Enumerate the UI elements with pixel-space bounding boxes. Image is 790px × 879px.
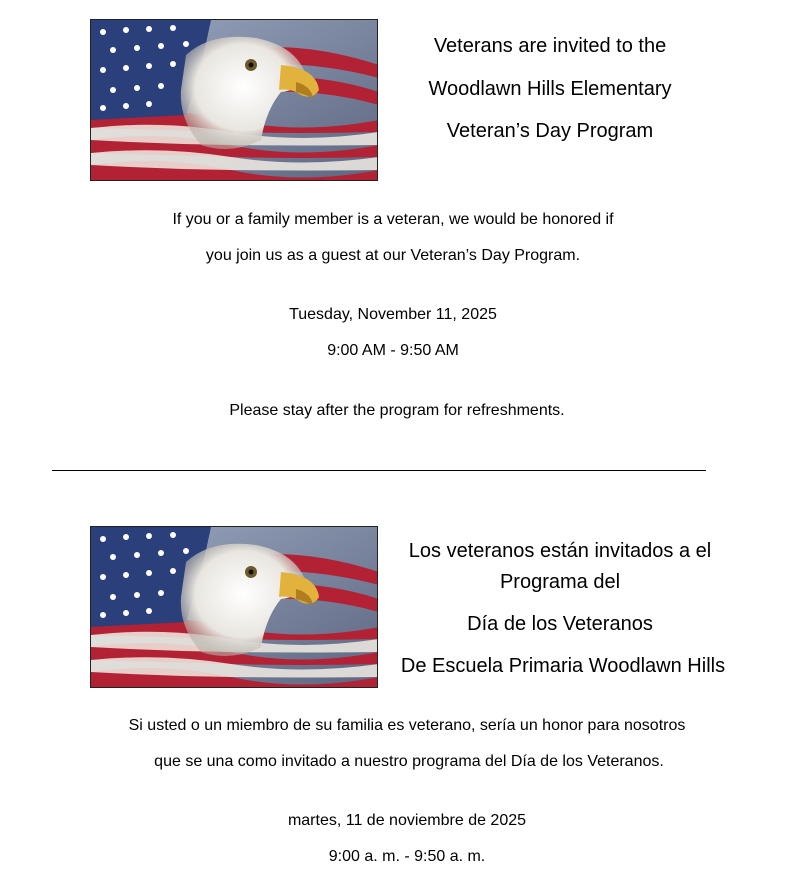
section-divider — [52, 470, 706, 471]
english-intro-line-2: you join us as a guest at our Veteran’s Day Program. — [205, 247, 581, 264]
spanish-title-line-4: De Escuela Primaria Woodlawn Hills — [400, 655, 726, 677]
flag-eagle-image-spanish — [90, 526, 378, 688]
spanish-intro-line-1: Si usted o un miembro de su familia es veterano, sería un honor para nosotros — [128, 717, 686, 734]
english-intro-line-1: If you or a family member is a veteran, we would be honored if — [172, 211, 614, 228]
spanish-intro-line-2: que se una como invitado a nuestro programa del Día de los Veteranos. — [154, 753, 664, 770]
english-title-line-1: Veterans are invited to the — [433, 35, 667, 57]
spanish-time: 9:00 a. m. - 9:50 a. m. — [328, 848, 486, 865]
english-time: 9:00 AM - 9:50 AM — [327, 342, 459, 359]
spanish-title-line-1: Los veteranos están invitados a el — [408, 540, 712, 562]
flag-eagle-image-english — [90, 19, 378, 181]
spanish-date: martes, 11 de noviembre de 2025 — [287, 812, 527, 829]
english-title-line-2: Woodlawn Hills Elementary — [428, 78, 672, 100]
english-date: Tuesday, November 11, 2025 — [289, 306, 497, 323]
spanish-title-line-3: Día de los Veteranos — [467, 613, 653, 635]
english-refreshments-note: Please stay after the program for refreshments. — [229, 402, 565, 419]
spanish-title-line-2: Programa del — [499, 571, 621, 593]
english-title-line-3: Veteran’s Day Program — [446, 120, 654, 142]
